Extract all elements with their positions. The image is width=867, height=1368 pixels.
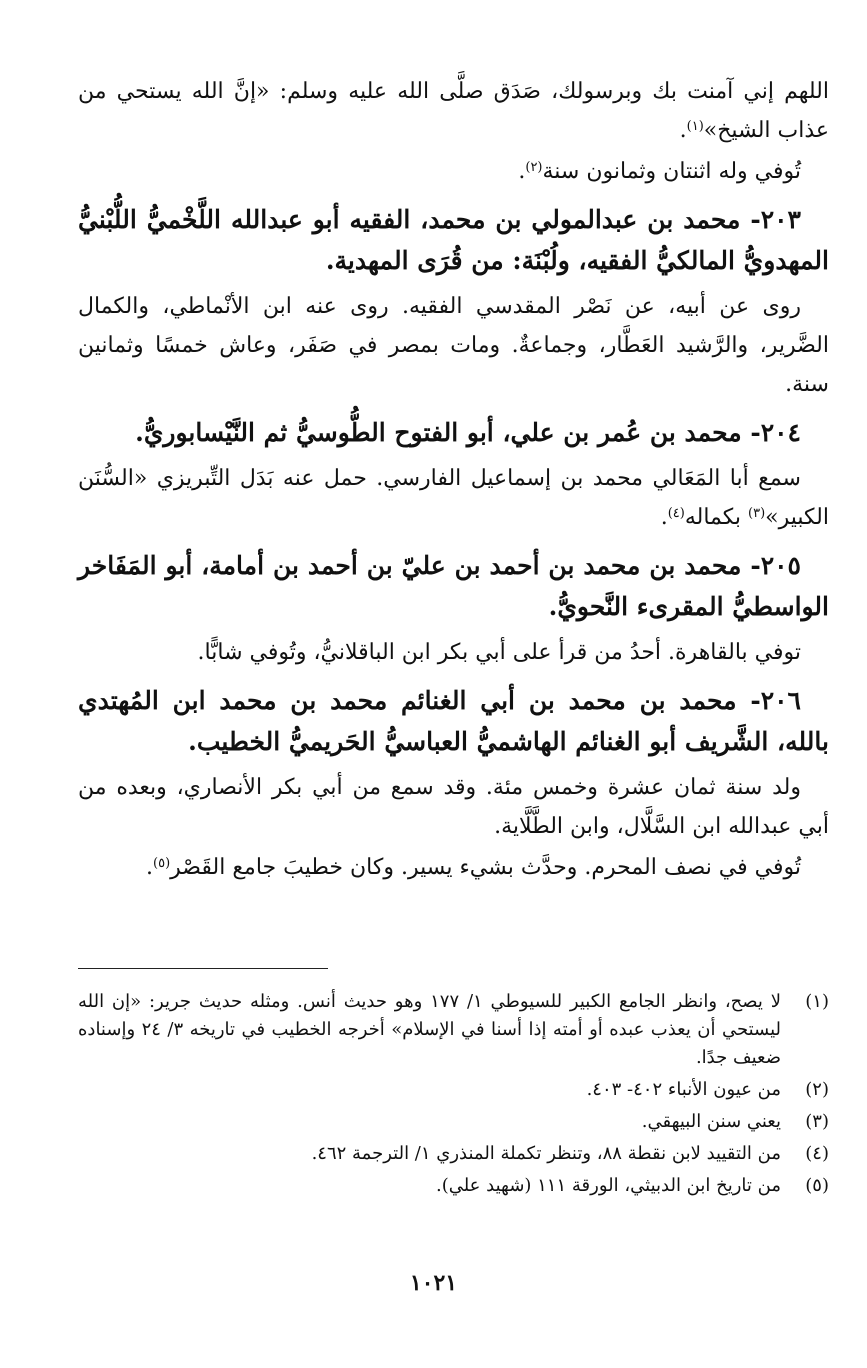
paragraph: تُوفي وله اثنتان وثمانون سنة$^{(٢)}$. <box>518 159 801 184</box>
paragraph: تُوفي في نصف المحرم. وحدَّث بشيء يسير. وكان خطيبَ جامع القَصْر$^{(٥)}$. <box>146 855 801 880</box>
footnote-divider <box>78 968 328 969</box>
footnote-text: من عيون الأنباء ٤٠٢- ٤٠٣. <box>586 1079 781 1100</box>
footnote-ref[interactable]: (٥) <box>153 856 171 871</box>
footnotes <box>78 988 829 1204</box>
footnote-text: لا يصح، وانظر الجامع الكبير للسيوطي ١/ ١٧٧ وهو حديث أنس. ومثله حديث جرير: «إن الله ليستحي أن يعذب عبده أو أمته إذا أسنا في الإسلام» أخرجه الخطيب في تاريخه ٣/ ٢٤ وإسناده ضعيف جدًا. <box>78 991 781 1068</box>
paragraph-text: سمع أبا المَعَالي محمد بن إسماعيل الفارسي. حمل عنه بَدَل التِّبريزي «السُّنَن الكبير» <box>78 466 829 530</box>
footnote-ref[interactable]: (١) <box>686 119 704 134</box>
paragraph: ولد سنة ثمان عشرة وخمس مئة. وقد سمع من أبي بكر الأنصاري، وبعده من أبي عبدالله ابن السَّلَّال، وابن الطَّلَّاية. <box>78 775 829 839</box>
footnote-number: (٢) <box>805 1079 829 1100</box>
footnote-ref[interactable]: (٤) <box>667 506 685 521</box>
footnote-item <box>78 1172 829 1200</box>
paragraph-text: بكماله <box>684 505 749 530</box>
entry-heading-206: ٢٠٦- محمد بن محمد بن أبي الغنائم محمد بن محمد ابن المُهتدي بالله، الشَّريف أبو الغنائم الهاشميُّ العباسيُّ الحَريميُّ الخطيب. <box>78 686 829 756</box>
footnote-item <box>78 1076 829 1104</box>
paragraph: روى عن أبيه، عن نَصْر المقدسي الفقيه. روى عنه ابن الأنْماطي، والكمال الضَّرير، والرَّشيد العَطَّار، وجماعةٌ. ومات بمصر في صَفَر، وعاش خمسًا وثمانين سنة. <box>78 294 829 397</box>
footnote-item <box>78 1108 829 1136</box>
paragraph-text: تُوفي وله اثنتان وثمانون سنة <box>542 159 801 184</box>
footnote-number: (١) <box>805 991 829 1012</box>
entry-heading-204: ٢٠٤- محمد بن عُمر بن علي، أبو الفتوح الطُّوسيُّ ثم النَّيْسابوريُّ. <box>135 418 801 447</box>
entry-heading-203: ٢٠٣- محمد بن عبدالمولي بن محمد، الفقيه أبو عبدالله اللَّخْميُّ اللُّبْنيُّ المهدويُّ المالكيُّ الفقيه، ولُبْنَة: من قُرَى المهدية. <box>78 205 829 275</box>
footnote-ref[interactable]: (٢) <box>525 160 543 175</box>
footnote-text: من تاريخ ابن الدبيثي، الورقة ١١١ (شهيد علي). <box>435 1175 781 1196</box>
footnote-text: يعني سنن البيهقي. <box>641 1111 781 1132</box>
footnote-ref[interactable]: (٣) <box>748 506 766 521</box>
paragraph: توفي بالقاهرة. أحدُ من قرأ على أبي بكر ابن الباقلانيُّ، وتُوفي شابًّا. <box>197 640 801 665</box>
footnote-text: من التقييد لابن نقطة ٨٨، وتنظر تكملة المنذري ١/ الترجمة ٤٦٢. <box>311 1143 781 1164</box>
main-text <box>78 72 829 889</box>
paragraph: اللهم إني آمنت بك وبرسولك، صَدَق صلَّى الله عليه وسلم: «إنَّ الله يستحي من عذاب الشيخ»$^{(١)}$. <box>78 79 829 143</box>
page-number: ١٠٢١ <box>409 1270 458 1296</box>
footnote-item <box>78 1140 829 1168</box>
footnote-number: (٥) <box>805 1175 829 1196</box>
entry-heading-205: ٢٠٥- محمد بن محمد بن أحمد بن عليّ بن أحمد بن أمامة، أبو المَفَاخر الواسطيُّ المقرىء النَّحويُّ. <box>78 551 829 621</box>
footnote-number: (٤) <box>805 1143 829 1164</box>
paragraph-text: تُوفي في نصف المحرم. وحدَّث بشيء يسير. وكان خطيبَ جامع القَصْر <box>170 855 801 880</box>
paragraph-text: اللهم إني آمنت بك وبرسولك، صَدَق صلَّى الله عليه وسلم: «إنَّ الله يستحي من عذاب الشيخ» <box>78 79 829 143</box>
footnote-number: (٣) <box>805 1111 829 1132</box>
paragraph: سمع أبا المَعَالي محمد بن إسماعيل الفارسي. حمل عنه بَدَل التِّبريزي «السُّنَن الكبير»$^{(٣)}$ بكماله$^{(٤)}$. <box>78 466 829 530</box>
footnote-item <box>78 988 829 1072</box>
